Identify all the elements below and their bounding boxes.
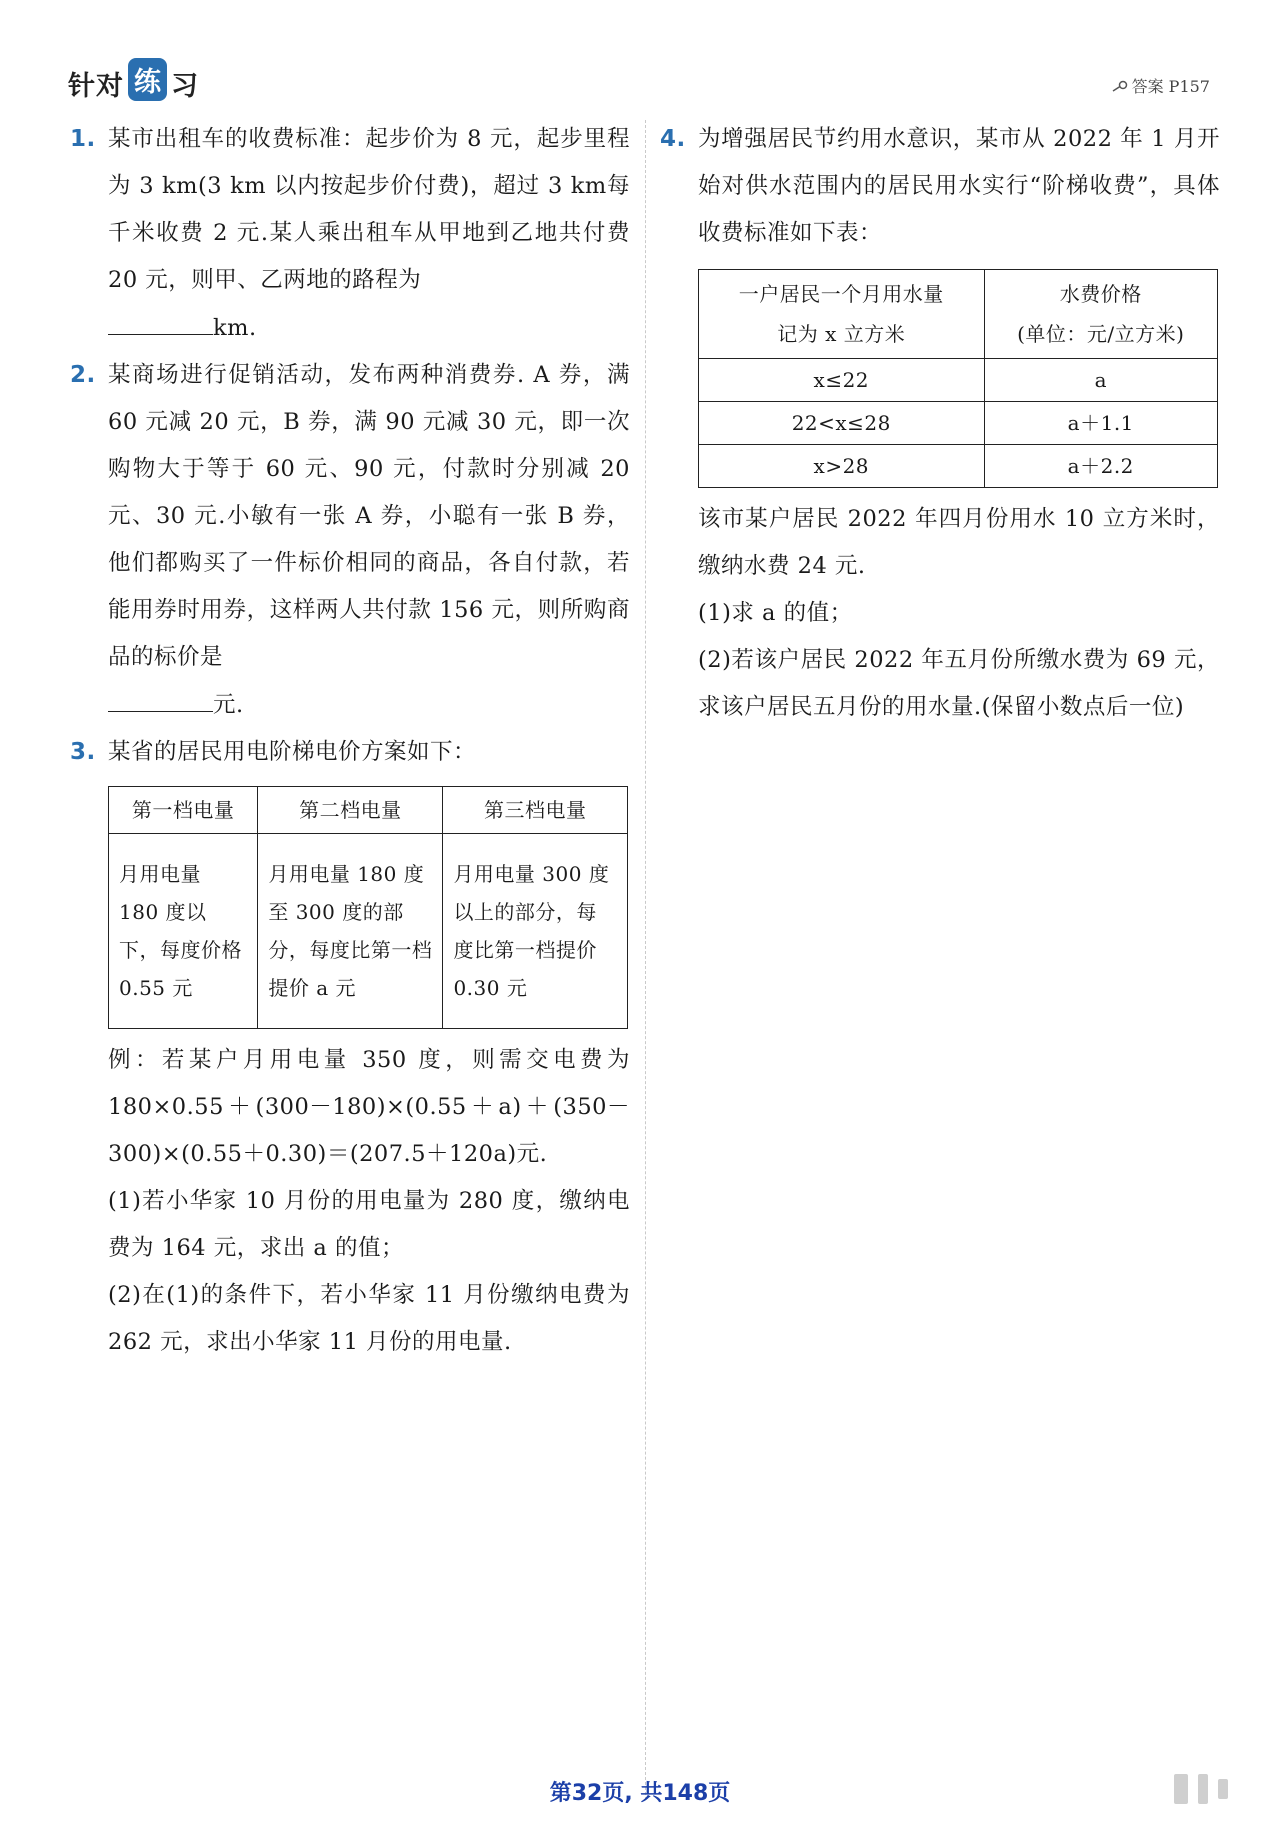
table-cell: x≤22 (699, 359, 985, 402)
table-header (984, 270, 1217, 359)
page-shape-icon[interactable] (1218, 1779, 1228, 1799)
answer-ref-text: 答案 P157 (1131, 77, 1210, 96)
brand-part-2: 练 (128, 58, 167, 101)
question-text: 某省的居民用电阶梯电价方案如下： (108, 739, 477, 765)
column-divider (645, 120, 646, 1800)
answer-reference (1112, 74, 1210, 97)
sub-question-1: (1)求 a 的值； (698, 600, 853, 626)
question-text: 某商场进行促销活动，发布两种消费券. A 券，满 60 元减 20 元，B 券，满 90 元减 30 元，即一次购物大于等于 60 元、90 元，付款时分别减 20 元、30 元.小敏有一张 A 券，小聪有一张 B 券，他们都购买了一件标价相同的商品，各自付款，若能用券时用券，这样两人共付款 156 元，则所购商品的标价是 (108, 362, 630, 670)
question-3 (70, 729, 630, 776)
sub-question-2: (2)若该户居民 2022 年五月份所缴水费为 69 元，求该户居民五月份的用水量.(保留小数点后一位) (698, 647, 1220, 720)
question-number: 2. (70, 362, 96, 388)
example-text: 例：若某户月用电量 350 度，则需交电费为 180×0.55＋(300－180)×(0.55＋a)＋(350－300)×(0.55＋0.30)＝(207.5＋120a)元. (108, 1047, 630, 1167)
table-cell: a (984, 359, 1217, 402)
brand-part-1: 针对 (68, 71, 124, 102)
header-line: (单位：元/立方米) (1017, 322, 1185, 346)
table-cell: 月用电量 300 度以上的部分，每度比第一档提价 0.30 元 (443, 834, 628, 1029)
sub-question-2: (2)在(1)的条件下，若小华家 11 月份缴纳电费为 262 元，求出小华家 11 月份的用电量. (108, 1282, 630, 1355)
question-followup: 该市某户居民 2022 年四月份用水 10 立方米时，缴纳水费 24 元. (698, 506, 1220, 579)
header-line: 水费价格 (1059, 282, 1142, 306)
view-controls (1174, 1774, 1228, 1804)
header-line: 记为 x 立方米 (777, 322, 906, 346)
question-2 (70, 352, 630, 729)
table-cell: 月用电量 180 度以下，每度价格 0.55 元 (109, 834, 258, 1029)
answer-blank[interactable] (108, 304, 213, 335)
section-header (68, 62, 198, 102)
table-cell: 22<x≤28 (699, 402, 985, 445)
question-text: 某市出租车的收费标准：起步价为 8 元，起步里程为 3 km(3 km 以内按起步价付费)，超过 3 km每千米收费 2 元.某人乘出租车从甲地到乙地共付费 20 元，则甲、乙两地的路程为 (108, 126, 630, 293)
brand-part-3: 习 (171, 71, 198, 102)
question-text: 为增强居民节约用水意识，某市从 2022 年 1 月开始对供水范围内的居民用水实行“阶梯收费”，具体收费标准如下表： (698, 126, 1220, 246)
table-header: 第一档电量 (109, 787, 258, 834)
question-number: 3. (70, 739, 96, 765)
table-cell: a＋1.1 (984, 402, 1217, 445)
page-indicator: 第32页, 共148页 (549, 1781, 731, 1806)
question-4 (660, 116, 1220, 257)
question-1 (70, 116, 630, 352)
header-line: 一户居民一个月用水量 (738, 282, 944, 306)
left-column (70, 116, 630, 1366)
sub-question-1: (1)若小华家 10 月份的用电量为 280 度，缴纳电费为 164 元，求出 a 的值； (108, 1188, 630, 1261)
electricity-tier-table (108, 786, 628, 1029)
question-number: 4. (660, 126, 686, 152)
table-header (699, 270, 985, 359)
page-shape-icon[interactable] (1174, 1774, 1188, 1804)
page-shape-icon[interactable] (1198, 1774, 1208, 1804)
right-column (660, 116, 1220, 731)
table-header: 第二档电量 (258, 787, 443, 834)
table-cell: 月用电量 180 度至 300 度的部分，每度比第一档提价 a 元 (258, 834, 443, 1029)
brand-title (68, 62, 198, 105)
question-number: 1. (70, 126, 96, 152)
water-tier-table (698, 269, 1218, 488)
answer-blank[interactable] (108, 681, 213, 712)
blank-unit: km. (213, 315, 257, 341)
table-cell: a＋2.2 (984, 445, 1217, 488)
blank-unit: 元. (213, 692, 244, 718)
key-icon (1112, 80, 1128, 92)
table-cell: x>28 (699, 445, 985, 488)
table-header: 第三档电量 (443, 787, 628, 834)
